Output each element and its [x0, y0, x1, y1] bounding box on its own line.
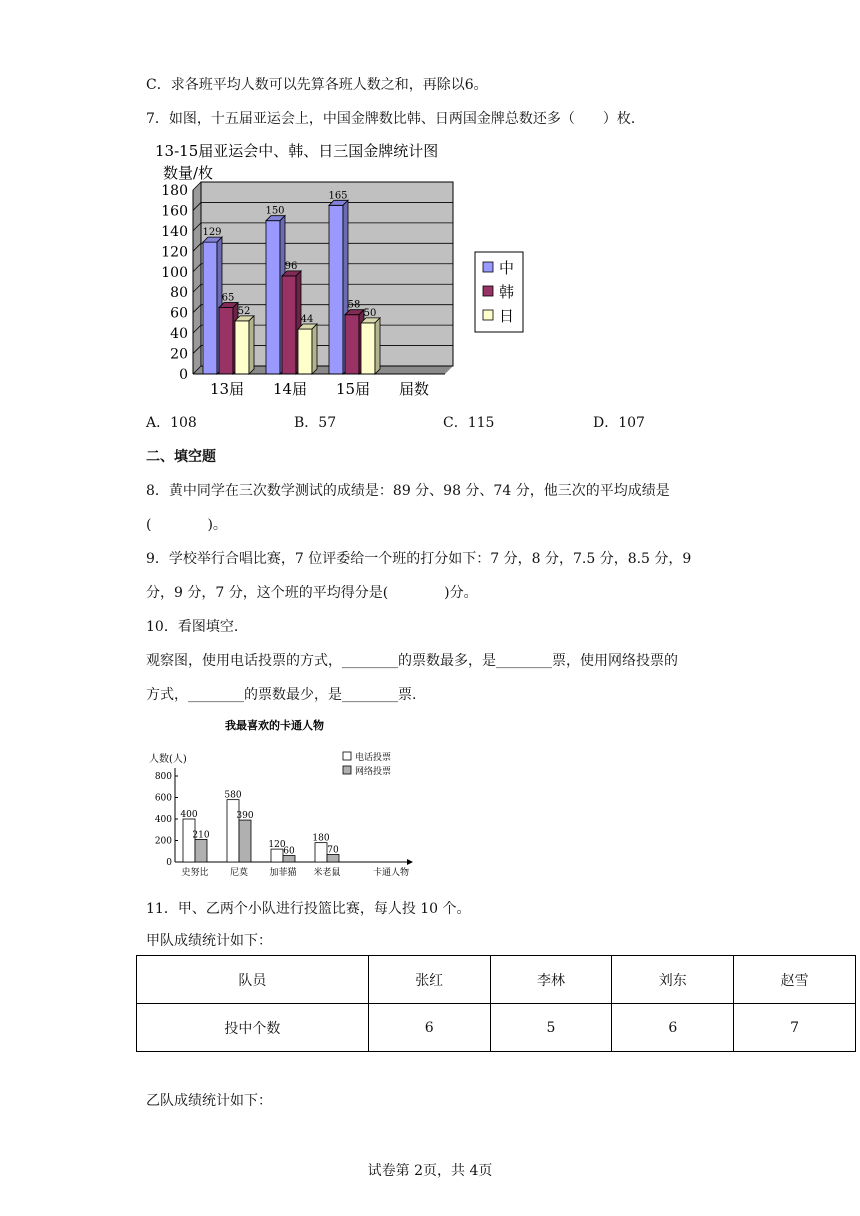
data-label: 210	[192, 830, 210, 841]
legend-swatch	[483, 286, 493, 296]
table-cell: 赵雪	[734, 956, 856, 1004]
y-tick-label: 140	[161, 223, 188, 240]
bar	[329, 205, 343, 374]
q7-question: 7．如图，十五届亚运会上，中国金牌数比韩、日两国金牌总数还多（ ）枚．	[146, 111, 645, 127]
chart-title: 13-15届亚运会中、韩、日三国金牌统计图	[155, 142, 439, 160]
legend-label: 网络投票	[355, 767, 392, 777]
table-cell: 6	[368, 1004, 490, 1052]
chart-title: 我最喜欢的卡通人物	[225, 719, 324, 732]
bar-side	[312, 324, 317, 374]
data-label: 44	[300, 314, 314, 326]
bar	[315, 843, 327, 862]
q10-line2: 方式，________的票数最少，是________票.	[146, 687, 417, 703]
x-tick-label: 米老鼠	[313, 868, 341, 877]
bar	[203, 242, 217, 374]
bar	[345, 315, 359, 374]
y-tick-label: 400	[154, 815, 172, 825]
legend-label: 日	[499, 307, 515, 325]
legend-label: 电话投票	[355, 753, 392, 763]
chart-side-wall	[193, 182, 201, 374]
table-cell: 李林	[490, 956, 612, 1004]
data-label: 129	[202, 227, 222, 239]
table-row	[137, 1004, 856, 1052]
bar	[195, 839, 207, 862]
bar	[361, 323, 375, 374]
y-tick-label: 0	[179, 367, 188, 383]
q7-option-a[interactable]: A．108	[146, 415, 197, 431]
team-a-table	[136, 955, 856, 1052]
bar	[327, 854, 339, 862]
q7-option-c[interactable]: C．115	[443, 415, 495, 431]
legend-label: 韩	[499, 283, 515, 301]
bar-side	[375, 318, 380, 374]
bar	[266, 221, 280, 374]
x-tick-label: 13届	[209, 380, 245, 398]
y-tick-label: 600	[154, 793, 172, 804]
data-label: 52	[237, 305, 251, 317]
gold-medal-chart	[145, 140, 545, 400]
x-tick-label: 14届	[272, 380, 308, 398]
y-tick-label: 20	[170, 346, 188, 363]
y-axis-label: 数量/枚	[163, 164, 214, 182]
bar	[239, 820, 251, 862]
data-label: 165	[328, 190, 348, 202]
legend-swatch	[483, 262, 493, 272]
data-label: 58	[347, 299, 361, 311]
section-title: 二、填空题	[146, 449, 216, 465]
x-axis-arrow	[407, 859, 413, 865]
data-label: 390	[236, 811, 254, 822]
x-tick-label: 尼莫	[229, 868, 249, 877]
x-axis-label: 届数	[398, 380, 430, 398]
cartoon-vote-chart	[145, 712, 415, 877]
q10-title: 10．看图填空.	[146, 619, 239, 635]
y-tick-label: 80	[170, 285, 188, 302]
bar-side	[249, 316, 254, 374]
legend-swatch	[343, 752, 351, 760]
q9-line1: 9．学校举行合唱比赛，7 位评委给一个班的打分如下：7 分，8 分，7.5 分，8.5 分，9	[146, 551, 692, 567]
y-tick-label: 40	[170, 326, 188, 343]
page-footer: 试卷第 2页，共 4页	[367, 1163, 493, 1179]
legend-swatch	[483, 310, 493, 320]
table-cell: 队员	[137, 956, 369, 1004]
data-label: 65	[221, 292, 235, 304]
q10-line1: 观察图，使用电话投票的方式，________的票数最多，是________票，使用网络投票的	[146, 653, 678, 669]
data-label: 580	[224, 790, 242, 801]
x-tick-label: 加菲猫	[269, 868, 297, 877]
legend-label: 中	[499, 259, 515, 277]
q11-question: 11．甲、乙两个小队进行投篮比赛，每人投 10 个。	[146, 901, 471, 917]
y-tick-label: 120	[161, 244, 188, 261]
bar	[183, 819, 195, 862]
data-label: 400	[180, 810, 198, 820]
y-tick-label: 160	[161, 203, 188, 220]
x-axis-label: 卡通人物	[372, 868, 410, 877]
bar	[282, 276, 296, 374]
table-cell: 6	[612, 1004, 734, 1052]
bar	[235, 321, 249, 374]
legend-swatch	[343, 766, 351, 774]
data-label: 60	[283, 846, 295, 857]
bar	[271, 849, 283, 862]
data-label: 180	[312, 833, 330, 844]
y-tick-label: 0	[166, 858, 172, 868]
table-row	[137, 956, 856, 1004]
y-tick-label: 800	[154, 772, 172, 782]
q6-option-c: C．求各班平均人数可以先算各班人数之和，再除以6。	[146, 77, 488, 93]
y-tick-label: 60	[170, 305, 188, 322]
q7-option-b[interactable]: B．57	[294, 415, 337, 431]
team-a-caption: 甲队成绩统计如下：	[146, 933, 272, 949]
bar	[298, 329, 312, 374]
bar	[227, 800, 239, 862]
q9-line2: 分，9 分，7 分，这个班的平均得分是( )分。	[146, 585, 478, 601]
y-tick-label: 200	[154, 836, 172, 847]
x-tick-label: 15届	[335, 380, 371, 398]
team-b-caption: 乙队成绩统计如下：	[146, 1093, 272, 1109]
x-tick-label: 史努比	[181, 868, 209, 877]
data-label: 70	[327, 845, 339, 856]
table-cell: 5	[490, 1004, 612, 1052]
data-label: 96	[284, 260, 298, 272]
table-cell: 刘东	[612, 956, 734, 1004]
data-label: 150	[265, 205, 285, 217]
y-tick-label: 100	[161, 264, 188, 281]
q7-option-d[interactable]: D．107	[593, 415, 645, 431]
q8-line2: ( )。	[146, 517, 227, 533]
table-cell: 张红	[368, 956, 490, 1004]
q8-line1: 8．黄中同学在三次数学测试的成绩是：89 分、98 分、74 分，他三次的平均成绩是	[146, 483, 670, 499]
table-cell: 7	[734, 1004, 856, 1052]
bar	[219, 308, 233, 374]
data-label: 50	[363, 307, 377, 319]
y-tick-label: 180	[161, 183, 188, 199]
y-axis-label: 人数(人)	[149, 754, 187, 765]
table-cell: 投中个数	[137, 1004, 369, 1052]
data-label: 120	[268, 840, 286, 851]
